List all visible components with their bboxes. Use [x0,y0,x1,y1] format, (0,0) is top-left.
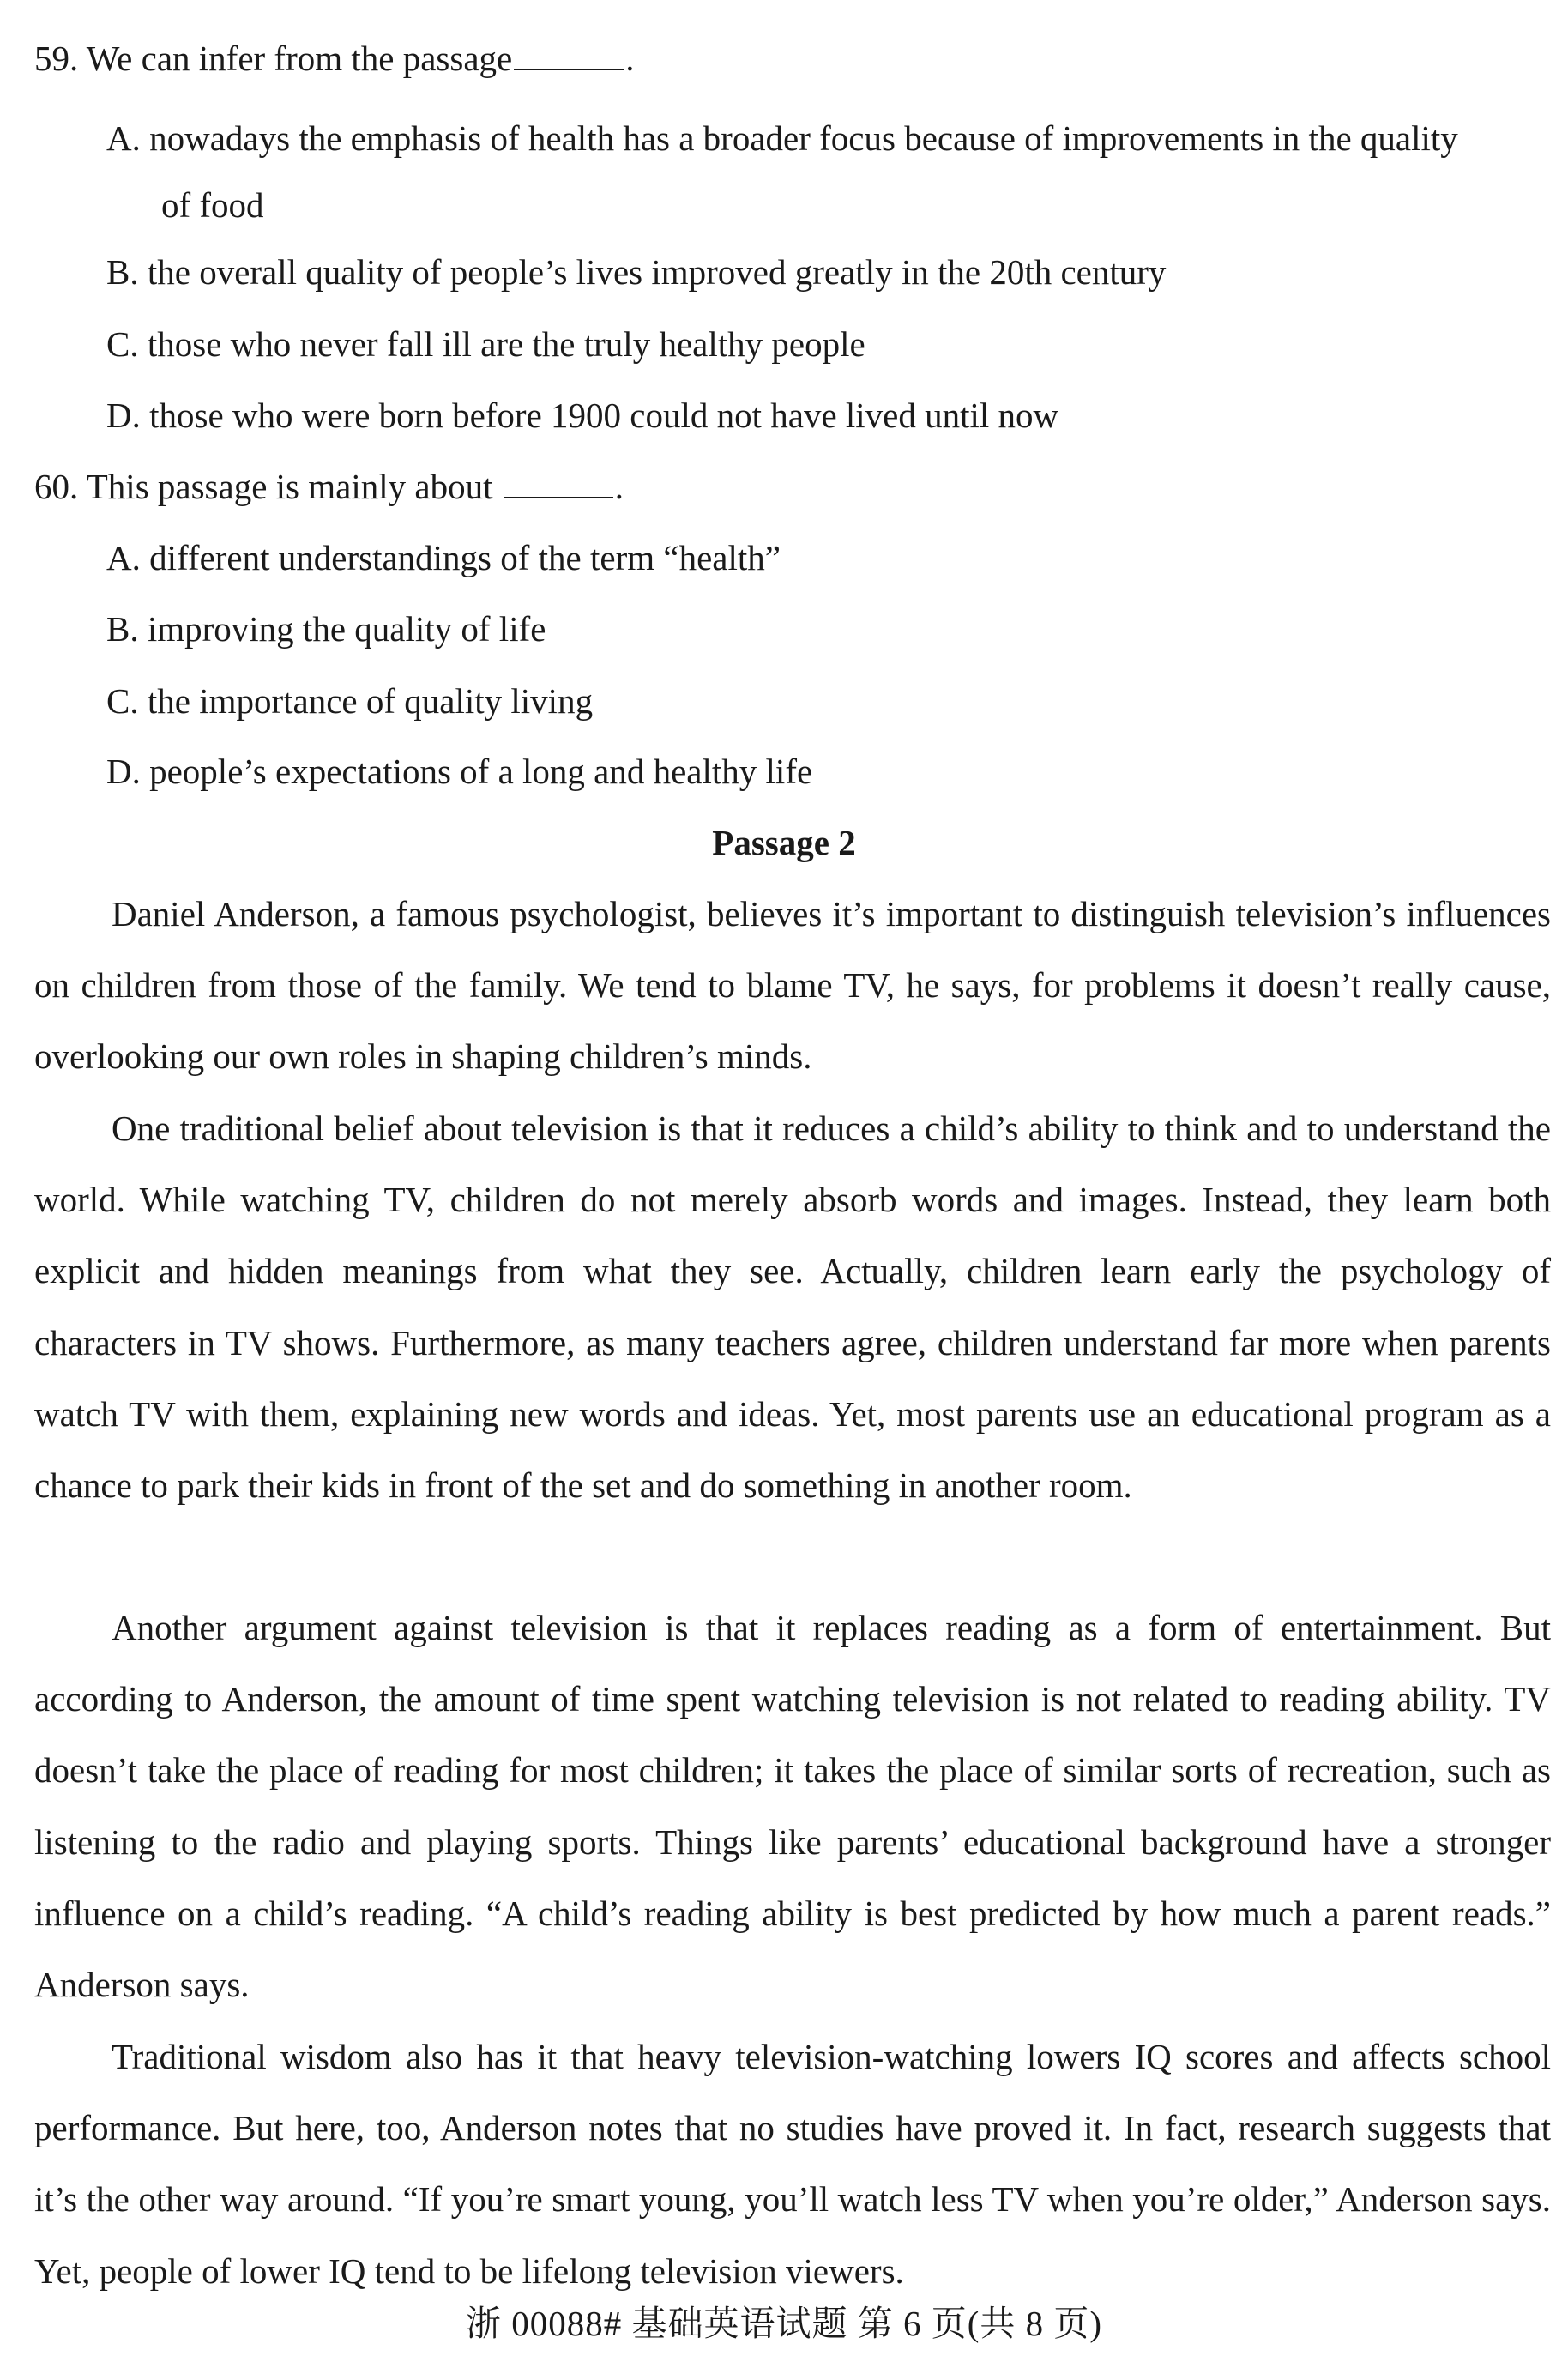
option-59-c [106,322,865,366]
option-60-b [106,607,546,651]
question-60-stem [34,464,624,509]
option-letter: B. [106,609,139,649]
option-letter: B. [106,252,139,292]
option-text: those who never fall ill are the truly healthy people [147,324,865,364]
passage-paragraph-4: Traditional wisdom also has it that heavy television-watching lowers IQ scores and affects school performance. But here, too, Anderson notes that no studies have proved it. In fact, research suggests that it’s the other way around. “If you’re smart young, you’ll watch less TV when you’re older,” Anderson says. Yet, people of lower IQ tend to be lifelong television viewers. [34,2037,1551,2291]
option-letter: A. [106,118,141,158]
question-stem-text: This passage is mainly about [86,467,493,506]
question-stem-end: . [614,467,624,506]
passage-paragraph-3: Another argument against television is that it replaces reading as a form of entertainment. But according to Anderson, the amount of time spent watching television is not related to reading ability. TV doesn’t take the place of reading for most children; it takes the place of similar sorts of recreation, such as listening to the radio and playing sports. Things like parents’ educational background have a stronger influence on a child’s reading. “A child’s reading ability is best predicted by how much a parent reads.” Anderson says. [34,1608,1551,2005]
option-59-b [106,250,1166,294]
page-footer: 浙 00088# 基础英语试题 第 6 页(共 8 页) [465,2304,1103,2343]
option-59-d [106,393,1058,438]
option-59-a [106,116,1458,160]
passage-paragraph-2: One traditional belief about television is that it reduces a child’s ability to think and to understand the world. While watching TV, children do not merely absorb words and images. Instead, they learn both explicit and hidden meanings from what they see. Actually, children learn early the psychology of characters in TV shows. Furthermore, as many teachers agree, children understand far more when parents watch TV with them, explaining new words and ideas. Yet, most parents use an educational program as a chance to park their kids in front of the set and do something in another room. [34,1108,1551,1506]
question-59-stem [34,36,634,81]
passage-paragraph-1: Daniel Anderson, a famous psychologist, believes it’s important to distinguish television’s influences on children from those of the family. We tend to blame TV, he says, for problems it doesn’t really cause, overlooking our own roles in shaping children’s minds. [34,894,1551,1077]
option-text: different understandings of the term “health” [149,538,781,577]
option-text: improving the quality of life [147,609,546,649]
answer-blank [504,468,613,498]
option-text: the importance of quality living [147,681,594,721]
option-59-a-continued [161,183,264,227]
question-stem-text: We can infer from the passage [86,39,513,78]
option-text: those who were born before 1900 could not have lived until now [149,396,1059,435]
question-stem-end: . [625,39,635,78]
question-number: 60. [34,467,79,506]
option-letter: C. [106,324,139,364]
option-60-a [106,535,781,580]
option-text: of food [161,185,264,225]
option-text: the overall quality of people’s lives improved greatly in the 20th century [147,252,1167,292]
question-number: 59. [34,39,79,78]
answer-blank [514,39,624,70]
passage-title: Passage 2 [712,823,856,862]
option-letter: D. [106,752,141,791]
option-60-d [106,749,812,794]
option-text: nowadays the emphasis of health has a broader focus because of improvements in the quality [149,118,1458,158]
option-text: people’s expectations of a long and healthy life [149,752,813,791]
option-letter: A. [106,538,141,577]
option-letter: C. [106,681,139,721]
option-letter: D. [106,396,141,435]
option-60-c [106,679,593,723]
